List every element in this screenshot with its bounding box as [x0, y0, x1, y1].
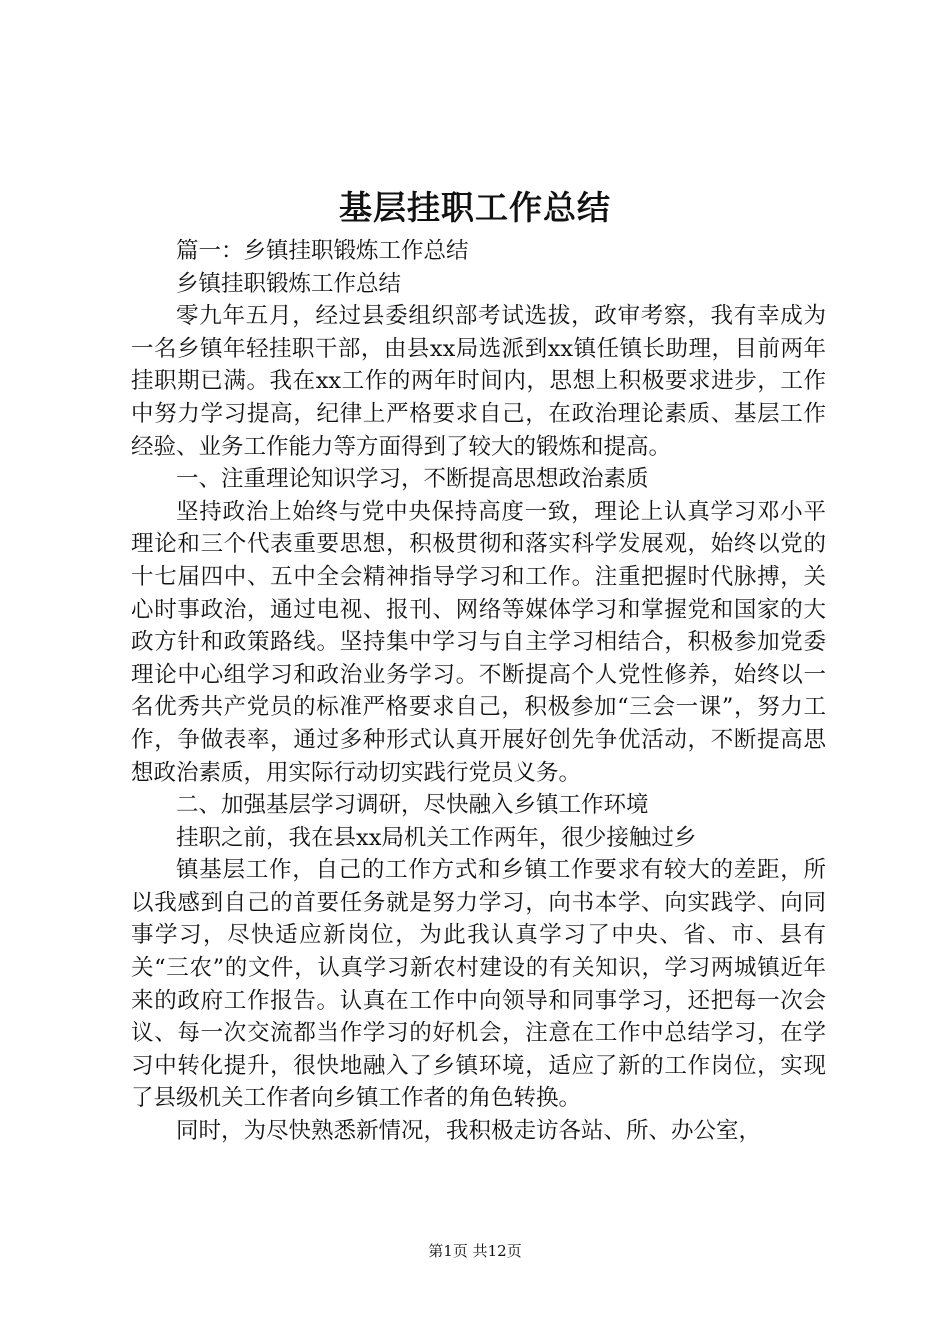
paragraph-heading-part1: 篇一：乡镇挂职锻炼工作总结	[176, 238, 469, 264]
paragraph-intro: 零九年五月，经过县委组织部考试选拔，政审考察，我有幸成为一名乡镇年轻挂职干部，由县xx局选派到xx镇任镇长助理，目前两年挂职期已满。我在xx工作的两年时间内，思想上积极要求进步，工作中努力学习提高，纪律上严格要求自己，在政治理论素质、基层工作经验、业务工作能力等方面得到了较大的锻炼和提高。	[131, 303, 826, 460]
paragraph-section-1: 坚持政治上始终与党中央保持高度一致，理论上认真学习邓小平理论和三个代表重要思想，积极贯彻和落实科学发展观，始终以党的十七届四中、五中全会精神指导学习和工作。注重把握时代脉搏，关心时事政治，通过电视、报刊、网络等媒体学习和掌握党和国家的大政方针和政策路线。坚持集中学习与自主学习相结合，积极参加党委理论中心组学习和政治业务学习。不断提高个人党性修养，始终以一名优秀共产党员的标准严格要求自己，积极参加“三会一课”，努力工作，争做表率，通过多种形式认真开展好创先争优活动，不断提高思想政治素质，用实际行动切实践行党员义务。	[131, 498, 826, 786]
paragraph-section-2c: 同时，为尽快熟悉新情况，我积极走访各站、所、办公室，	[176, 1118, 762, 1145]
section-heading-2: 二、加强基层学习调研，尽快融入乡镇工作环境	[176, 792, 649, 819]
paragraph-section-2b: 镇基层工作，自己的工作方式和乡镇工作要求有较大的差距，所以我感到自己的首要任务就是努力学习，向书本学、向实践学、向同事学习，尽快适应新岗位，为此我认真学习了中央、省、市、县有关“三农”的文件，认真学习新农村建设的有关知识，学习两城镇近年来的政府工作报告。认真在工作中向领导和同事学习，还把每一次会议、每一次交流都当作学习的好机会，注意在工作中总结学习，在学习中转化提升，很快地融入了乡镇环境，适应了新的工作岗位，实现了县级机关工作者向乡镇工作者的角色转换。	[131, 857, 826, 1112]
paragraph-section-2a: 挂职之前，我在县xx局机关工作两年，很少接触过乡	[176, 824, 697, 851]
section-heading-1: 一、注重理论知识学习，不断提高思想政治素质	[176, 466, 649, 493]
page-footer: 第1页 共12页	[428, 1242, 522, 1260]
paragraph-subtitle: 乡镇挂职锻炼工作总结	[176, 270, 402, 297]
document-body	[131, 235, 826, 1148]
document-title: 基层挂职工作总结	[339, 188, 611, 227]
